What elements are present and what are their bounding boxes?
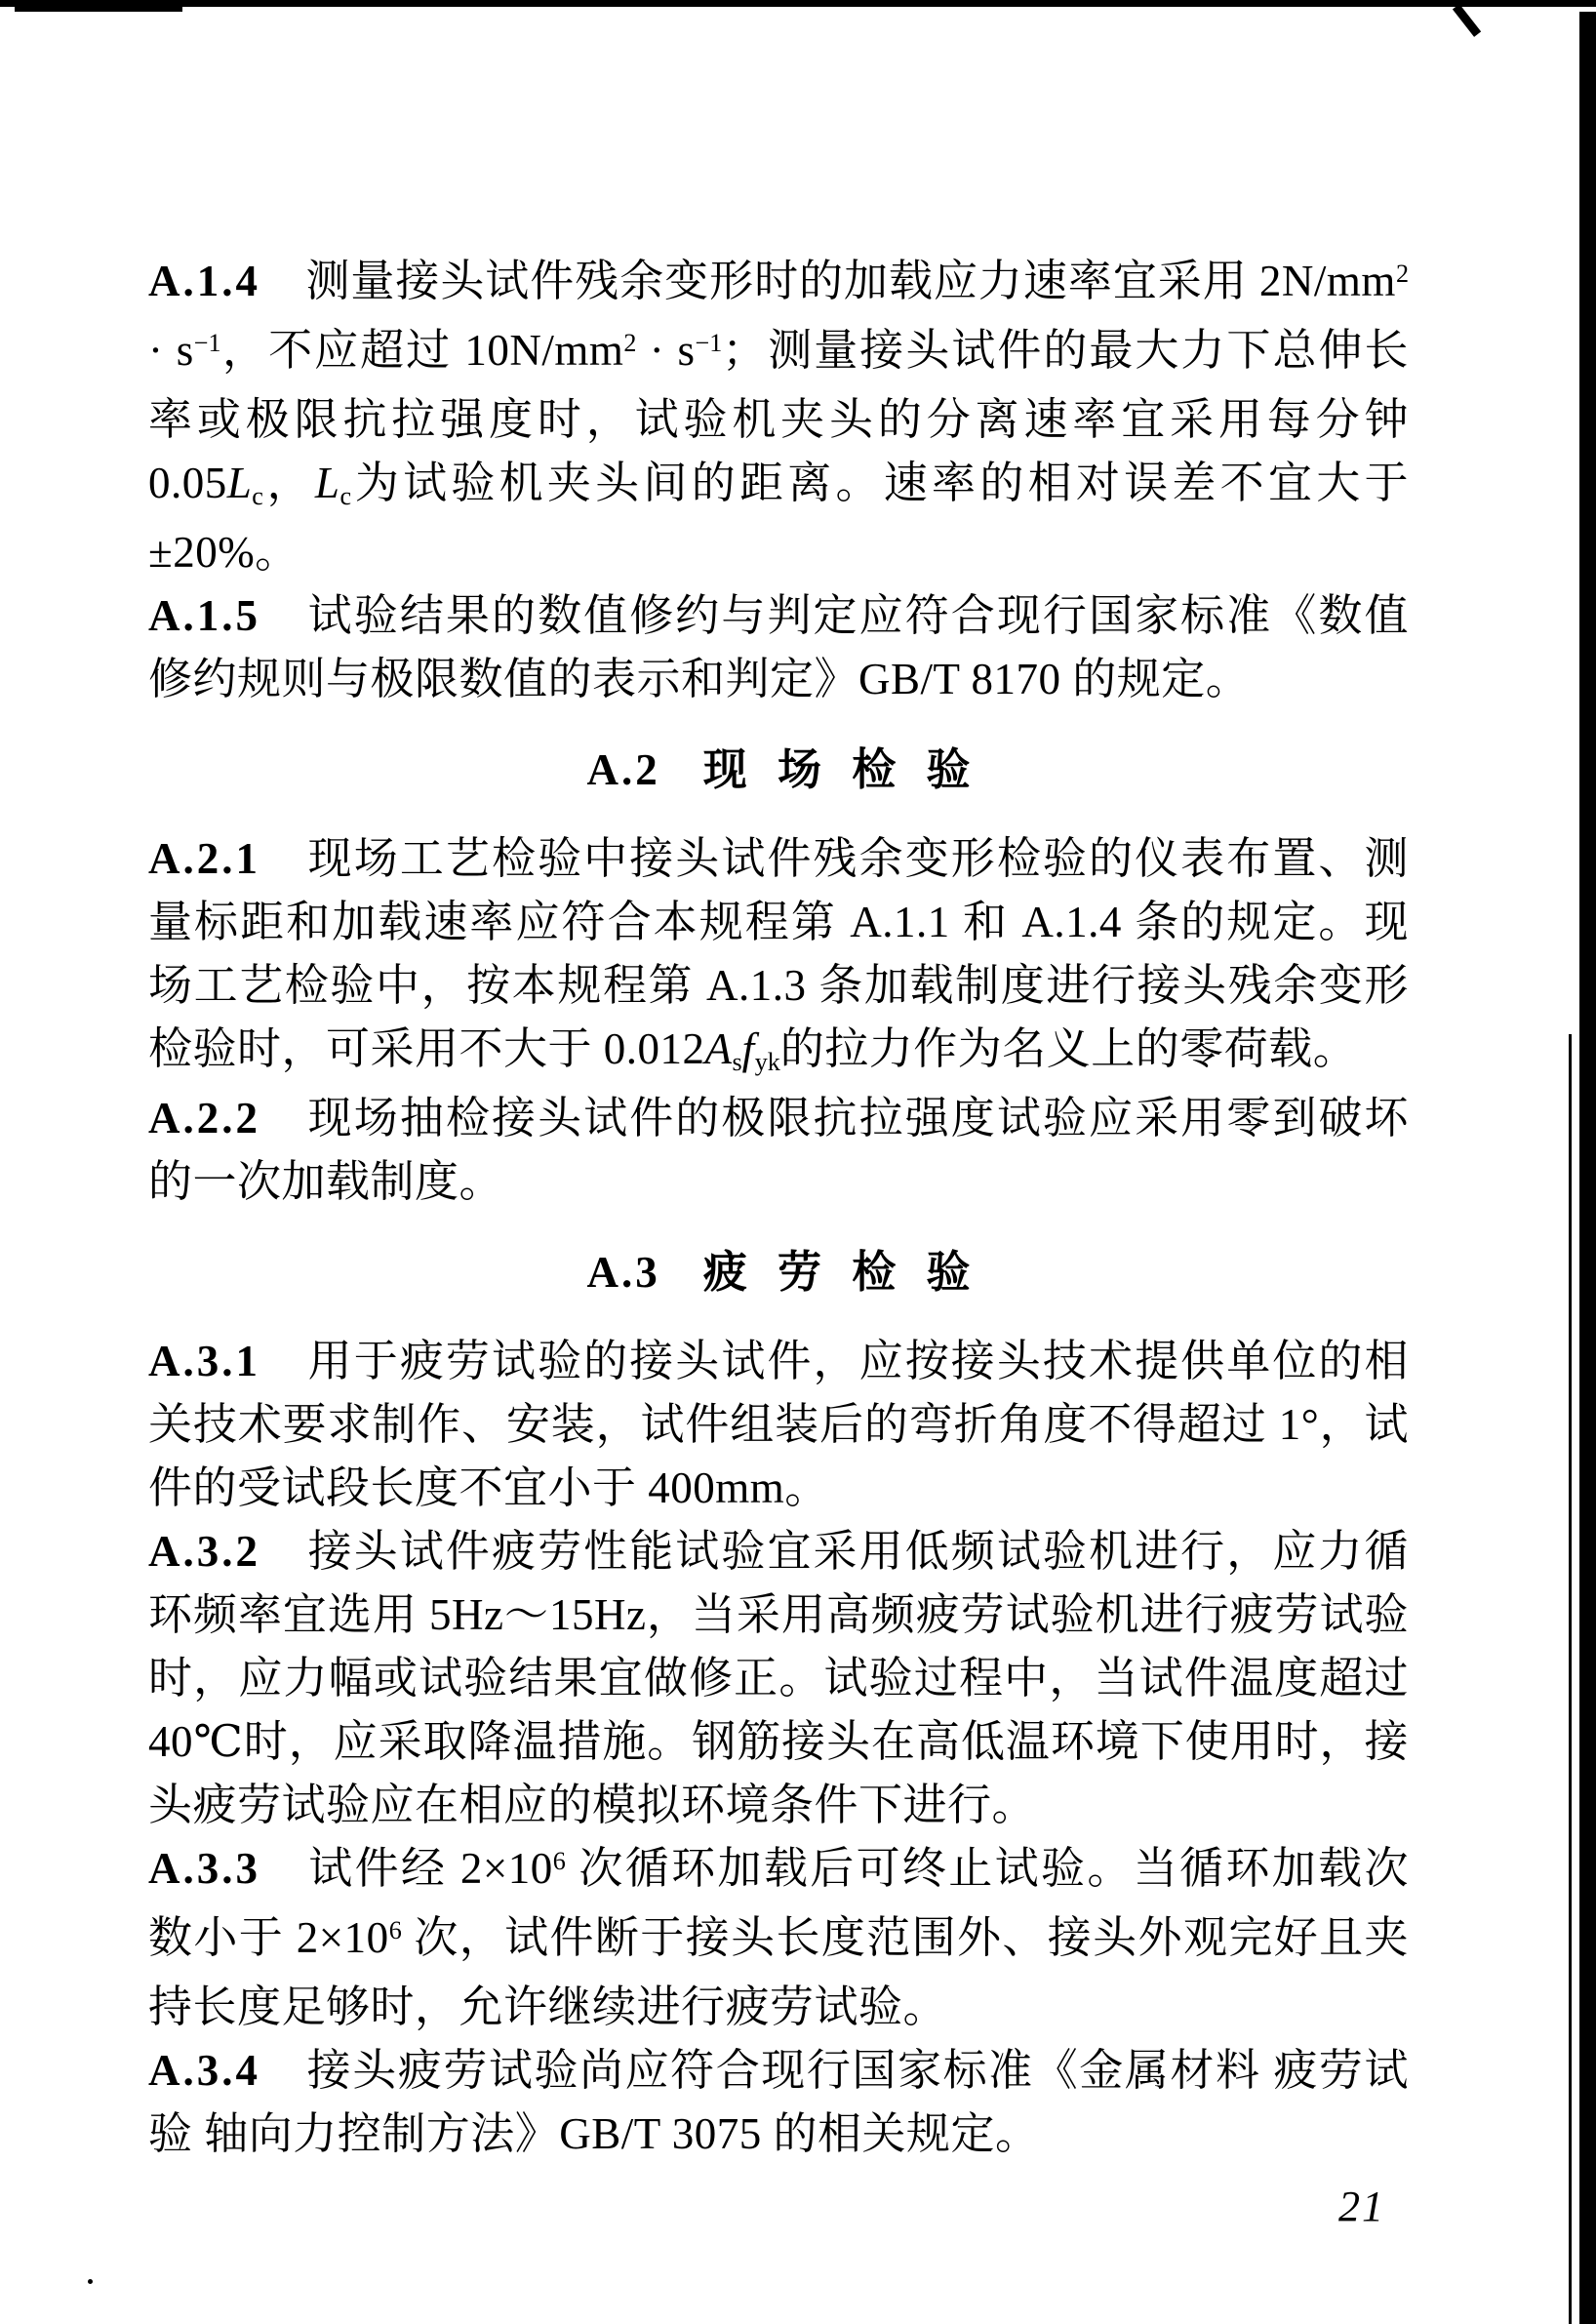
clause-label: A.3.1 bbox=[148, 1337, 260, 1385]
clause-label: A.2.2 bbox=[148, 1094, 260, 1142]
clause-A.3.3: A.3.3 试件经 $2\times 10^6$ 次循环加载后可终止试验。当循环加载次数小于 $2\times 10^6$ 次，试件断于接头长度范围外、接头外观完好且夹持长度足够时，允许继续进行疲劳试验。 bbox=[148, 1844, 1409, 2031]
heading-label: A.3 bbox=[586, 1248, 660, 1297]
clause-A.1.4: A.1.4 测量接头试件残余变形时的加载应力速率宜采用 $2N/mm^2 \cdot s^{-1}$，不应超过 $10N/mm^2 \cdot s^{-1}$；测量接头试件的最大力下总伸长率或极限抗拉强度时，试验机夹头的分离速率宜采用每分钟 0.05Lc，Lc为试验机夹头间的距离。速率的相对误差不宜大于±20%。 bbox=[148, 257, 1409, 577]
scan-artifact-top-notch bbox=[1453, 4, 1481, 37]
scan-artifact-right-line bbox=[1569, 1034, 1572, 2324]
clause-A.3.4: A.3.4 接头疲劳试验尚应符合现行国家标准《金属材料 疲劳试验 轴向力控制方法》GB/T 3075 的相关规定。 bbox=[148, 2046, 1409, 2158]
clause-A.1.5: A.1.5 试验结果的数值修约与判定应符合现行国家标准《数值修约规则与极限数值的表示和判定》GB/T 8170 的规定。 bbox=[148, 591, 1409, 703]
clause-label: A.2.1 bbox=[148, 834, 260, 883]
clause-label: A.3.4 bbox=[148, 2046, 260, 2095]
clause-A.2.2: A.2.2 现场抽检接头试件的极限抗拉强度试验应采用零到破坏的一次加载制度。 bbox=[148, 1094, 1409, 1206]
clause-A.3.2: A.3.2 接头试件疲劳性能试验宜采用低频试验机进行，应力循环频率宜选用 5Hz～15Hz，当采用高频疲劳试验机进行疲劳试验时，应力幅或试验结果宜做修正。试验过程中，当试件温度超过 40℃时，应采取降温措施。钢筋接头在高低温环境下使用时，接头疲劳试验应在相应的模拟环境条件下进行。 bbox=[148, 1527, 1409, 1829]
section-heading-A.3 bbox=[148, 1241, 1409, 1304]
heading-title: 现 场 检 验 bbox=[702, 745, 971, 794]
scan-artifact-dot bbox=[88, 2279, 93, 2284]
clause-label: A.3.3 bbox=[148, 1844, 260, 1893]
scan-artifact-right-bar bbox=[1579, 12, 1596, 2324]
heading-title: 疲 劳 检 验 bbox=[702, 1248, 971, 1297]
clause-A.2.1: A.2.1 现场工艺检验中接头试件残余变形检验的仪表布置、测量标距和加载速率应符合本规程第 A.1.1 和 A.1.4 条的规定。现场工艺检验中，按本规程第 A.1.3 条加载制度进行接头残余变形检验时，可采用不大于 0.012Asfyk的拉力作为名义上的零荷载。 bbox=[148, 834, 1409, 1077]
clause-label: A.1.4 bbox=[148, 257, 260, 305]
clause-A.3.1: A.3.1 用于疲劳试验的接头试件，应按接头技术提供单位的相关技术要求制作、安装，试件组装后的弯折角度不得超过 1°，试件的受试段长度不宜小于 400mm。 bbox=[148, 1337, 1409, 1512]
clause-label: A.3.2 bbox=[148, 1527, 260, 1576]
page-number: 21 bbox=[1338, 2183, 1385, 2230]
scan-artifact-top-bar bbox=[0, 0, 1596, 7]
clause-label: A.1.5 bbox=[148, 591, 260, 640]
scan-artifact-top-blotch bbox=[15, 0, 182, 12]
document-content bbox=[148, 250, 1409, 2166]
section-heading-A.2 bbox=[148, 739, 1409, 802]
heading-label: A.2 bbox=[586, 745, 660, 794]
